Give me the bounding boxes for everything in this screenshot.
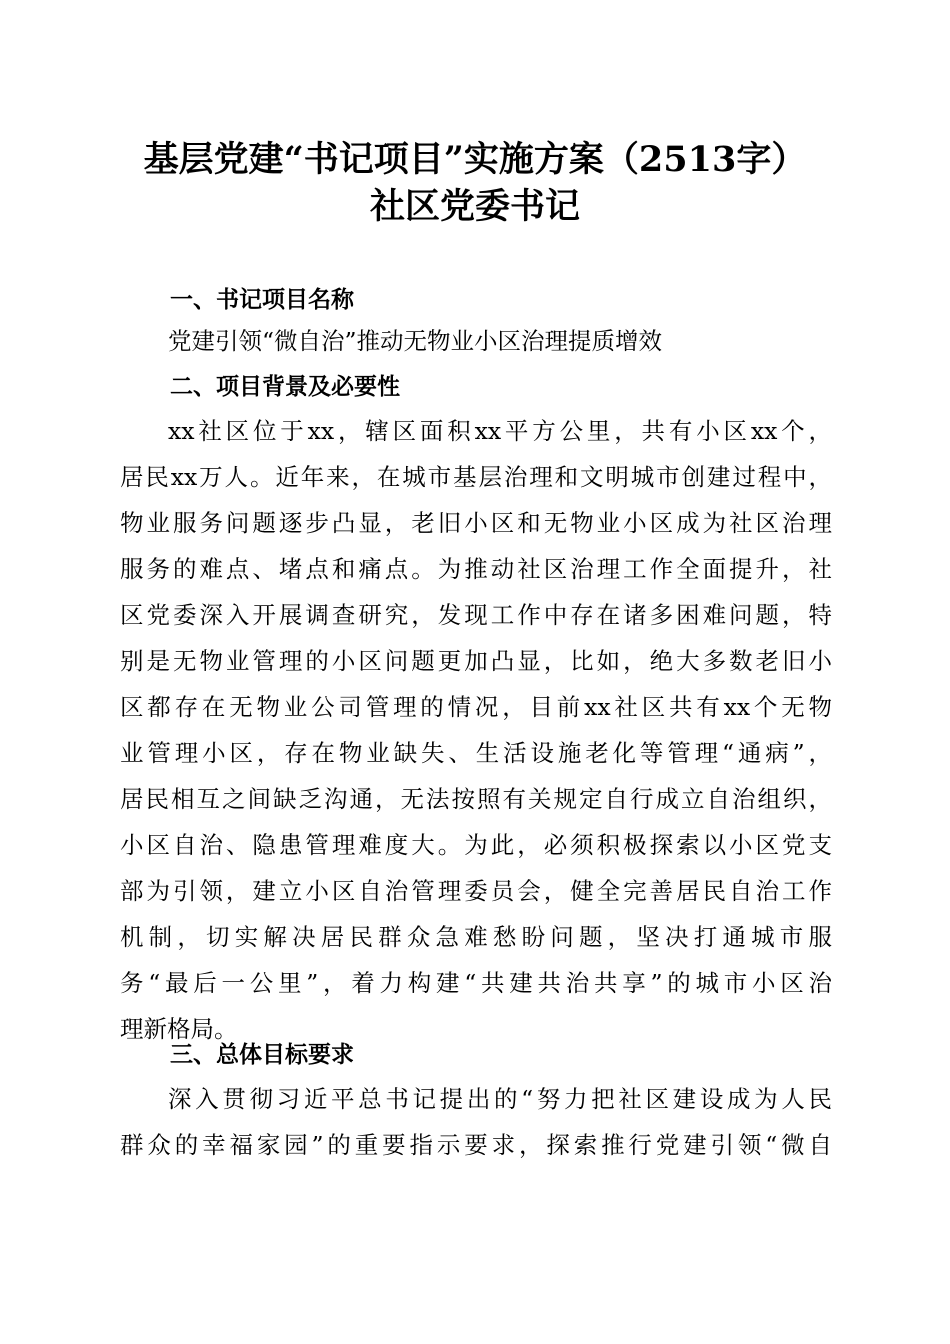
paragraph-line: 居民相互之间缺乏沟通，无法按照有关规定自行成立自治组织， xyxy=(120,785,832,813)
section-heading-1: 一、书记项目名称 xyxy=(170,287,354,313)
document-subtitle: 社区党委书记 xyxy=(369,186,580,227)
section-2-body xyxy=(120,408,832,1052)
paragraph-line: 居民xx万人。近年来，在城市基层治理和文明城市创建过程中， xyxy=(120,463,832,491)
paragraph-line: 务“最后一公里”，着力构建“共建共治共享”的城市小区治 xyxy=(120,969,832,997)
paragraph-line: 别是无物业管理的小区问题更加凸显，比如，绝大多数老旧小 xyxy=(120,647,832,675)
paragraph-line: 服务的难点、堵点和痛点。为推动社区治理工作全面提升，社 xyxy=(120,555,832,583)
paragraph-line: 部为引领，建立小区自治管理委员会，健全完善居民自治工作 xyxy=(120,877,832,905)
section-heading-2: 二、项目背景及必要性 xyxy=(170,374,400,400)
paragraph-line: 深入贯彻习近平总书记提出的“努力把社区建设成为人民 xyxy=(168,1085,832,1113)
paragraph-line: xx社区位于xx，辖区面积xx平方公里，共有小区xx个， xyxy=(168,417,832,445)
paragraph-line: 物业服务问题逐步凸显，老旧小区和无物业小区成为社区治理 xyxy=(120,509,832,537)
paragraph-line: 群众的幸福家园”的重要指示要求，探索推行党建引领“微自 xyxy=(120,1131,832,1159)
document-title: 基层党建“书记项目”实施方案（2513字） xyxy=(143,139,807,180)
paragraph-line: 党建引领“微自治”推动无物业小区治理提质增效 xyxy=(168,327,663,355)
section-heading-3: 三、总体目标要求 xyxy=(170,1042,354,1068)
paragraph-line: 机制，切实解决居民群众急难愁盼问题，坚决打通城市服 xyxy=(120,923,832,951)
paragraph-line: 区都存在无物业公司管理的情况，目前xx社区共有xx个无物 xyxy=(120,693,832,721)
section-1-body xyxy=(120,318,832,364)
paragraph-line: 业管理小区，存在物业缺失、生活设施老化等管理“通病”， xyxy=(120,739,832,767)
paragraph-line: 理新格局。 xyxy=(120,1015,238,1043)
paragraph-line: 区党委深入开展调查研究，发现工作中存在诸多困难问题，特 xyxy=(120,601,832,629)
paragraph-line: 小区自治、隐患管理难度大。为此，必须积极探索以小区党支 xyxy=(120,831,832,859)
section-3-body xyxy=(120,1076,832,1168)
